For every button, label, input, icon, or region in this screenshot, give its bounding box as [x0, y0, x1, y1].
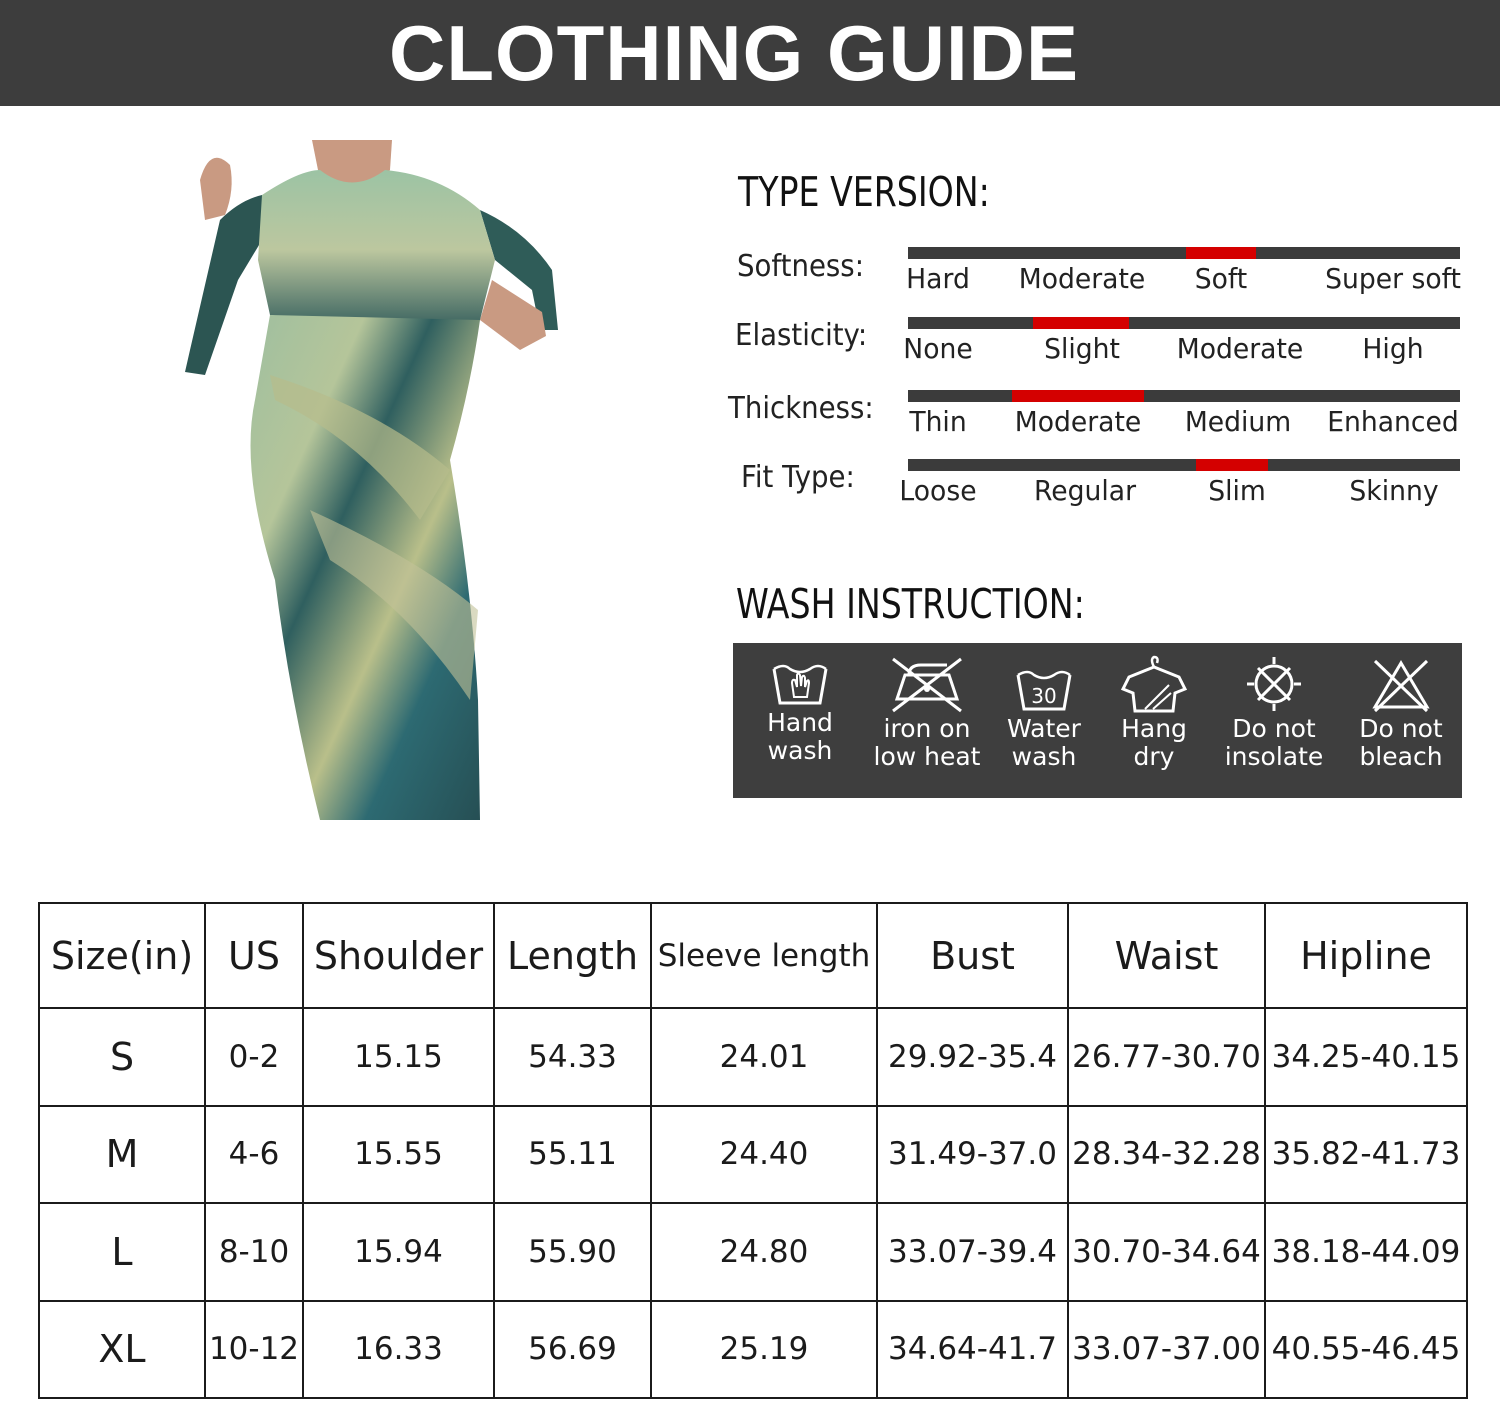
- elasticity-option-high: High: [1362, 332, 1424, 365]
- water-wash-30-icon: [1012, 653, 1076, 715]
- table-cell: S: [39, 1008, 205, 1106]
- fit-option-skinny: Skinny: [1349, 474, 1439, 507]
- table-cell: M: [39, 1106, 205, 1204]
- softness-scale-bar: [908, 247, 1460, 259]
- wash-instruction-panel: [733, 643, 1462, 798]
- table-cell: 16.33: [303, 1301, 494, 1399]
- table-cell: 10-12: [205, 1301, 303, 1399]
- header-us: US: [205, 903, 303, 1008]
- header-waist: Waist: [1068, 903, 1265, 1008]
- fit-type-selected-marker: [1196, 459, 1268, 471]
- table-cell: 24.40: [651, 1106, 877, 1204]
- header-sleeve-length: Sleeve length: [651, 903, 877, 1008]
- table-cell: 25.19: [651, 1301, 877, 1399]
- table-cell: 55.11: [494, 1106, 651, 1204]
- table-cell: 35.82-41.73: [1265, 1106, 1467, 1204]
- softness-option-super-soft: Super soft: [1325, 262, 1461, 295]
- wash-label-hand-wash: Hand wash: [767, 708, 833, 765]
- fit-type-scale-bar: [908, 459, 1460, 471]
- table-cell: 54.33: [494, 1008, 651, 1106]
- table-cell: 38.18-44.09: [1265, 1203, 1467, 1301]
- thickness-selected-marker: [1012, 390, 1144, 402]
- table-row: [39, 1106, 1467, 1204]
- softness-option-soft: Soft: [1194, 262, 1248, 295]
- thickness-option-enhanced: Enhanced: [1327, 405, 1459, 438]
- softness-label: Softness:: [737, 249, 865, 284]
- table-cell: 24.80: [651, 1203, 877, 1301]
- wash-temperature: 30: [1031, 684, 1057, 708]
- table-cell: 33.07-37.00: [1068, 1301, 1265, 1399]
- header-shoulder: Shoulder: [303, 903, 494, 1008]
- table-cell: 15.94: [303, 1203, 494, 1301]
- table-cell: 34.25-40.15: [1265, 1008, 1467, 1106]
- table-row: [39, 1008, 1467, 1106]
- table-row: [39, 1203, 1467, 1301]
- table-cell: 34.64-41.7: [877, 1301, 1068, 1399]
- table-cell: 0-2: [205, 1008, 303, 1106]
- table-cell: 33.07-39.4: [877, 1203, 1068, 1301]
- header-hipline: Hipline: [1265, 903, 1467, 1008]
- hand-wash-icon: [768, 653, 832, 709]
- table-cell: 24.01: [651, 1008, 877, 1106]
- do-not-bleach-icon: [1367, 653, 1435, 715]
- table-cell: 26.77-30.70: [1068, 1008, 1265, 1106]
- table-cell: 15.55: [303, 1106, 494, 1204]
- wash-item-iron-low-heat: [867, 653, 987, 793]
- table-cell: 40.55-46.45: [1265, 1301, 1467, 1399]
- table-cell: 31.49-37.0: [877, 1106, 1068, 1204]
- table-cell: L: [39, 1203, 205, 1301]
- softness-option-hard: Hard: [906, 262, 970, 295]
- table-cell: 8-10: [205, 1203, 303, 1301]
- table-cell: 28.34-32.28: [1068, 1106, 1265, 1204]
- iron-low-heat-icon: [887, 653, 967, 715]
- header-size: Size(in): [39, 903, 205, 1008]
- wash-label-iron-low-heat: iron on low heat: [873, 714, 981, 771]
- wash-instruction-title: WASH INSTRUCTION:: [736, 580, 1085, 628]
- softness-selected-marker: [1186, 247, 1256, 259]
- wash-item-hang-dry: [1094, 653, 1214, 793]
- softness-option-moderate: Moderate: [1018, 262, 1146, 295]
- table-cell: 4-6: [205, 1106, 303, 1204]
- type-version-title: TYPE VERSION:: [738, 168, 990, 216]
- wash-label-do-not-bleach: Do not bleach: [1359, 714, 1443, 771]
- table-cell: 15.15: [303, 1008, 494, 1106]
- table-cell: 29.92-35.4: [877, 1008, 1068, 1106]
- elasticity-scale-bar: [908, 317, 1460, 329]
- header-length: Length: [494, 903, 651, 1008]
- wash-item-hand-wash: [740, 653, 860, 793]
- header-bust: Bust: [877, 903, 1068, 1008]
- elasticity-option-none: None: [903, 332, 973, 365]
- table-row: [39, 1301, 1467, 1399]
- model-dress-photo: [180, 140, 580, 825]
- thickness-option-moderate: Moderate: [1014, 405, 1142, 438]
- wash-item-water-wash: [984, 653, 1104, 793]
- size-table-header-row: [39, 903, 1467, 1008]
- hang-dry-icon: [1119, 653, 1189, 715]
- wash-label-water-wash: Water wash: [1007, 714, 1081, 771]
- wash-item-do-not-insolate: [1214, 653, 1334, 793]
- wash-label-do-not-insolate: Do not insolate: [1224, 714, 1324, 771]
- wash-item-do-not-bleach: [1341, 653, 1461, 793]
- fit-option-slim: Slim: [1208, 474, 1266, 507]
- thickness-option-medium: Medium: [1184, 405, 1292, 438]
- table-cell: 55.90: [494, 1203, 651, 1301]
- table-cell: 30.70-34.64: [1068, 1203, 1265, 1301]
- thickness-label: Thickness:: [728, 391, 874, 426]
- thickness-scale-bar: [908, 390, 1460, 402]
- fit-type-label: Fit Type:: [741, 460, 855, 495]
- elasticity-label: Elasticity:: [735, 318, 868, 353]
- elasticity-selected-marker: [1033, 317, 1129, 329]
- elasticity-option-moderate: Moderate: [1176, 332, 1304, 365]
- size-chart-table: [38, 902, 1468, 1399]
- wash-label-hang-dry: Hang dry: [1121, 714, 1187, 771]
- fit-option-loose: Loose: [899, 474, 977, 507]
- page-title: CLOTHING GUIDE: [389, 9, 1079, 97]
- table-cell: 56.69: [494, 1301, 651, 1399]
- fit-option-regular: Regular: [1033, 474, 1137, 507]
- elasticity-option-slight: Slight: [1044, 332, 1120, 365]
- thickness-option-thin: Thin: [909, 405, 967, 438]
- do-not-insolate-icon: [1240, 653, 1308, 715]
- table-cell: XL: [39, 1301, 205, 1399]
